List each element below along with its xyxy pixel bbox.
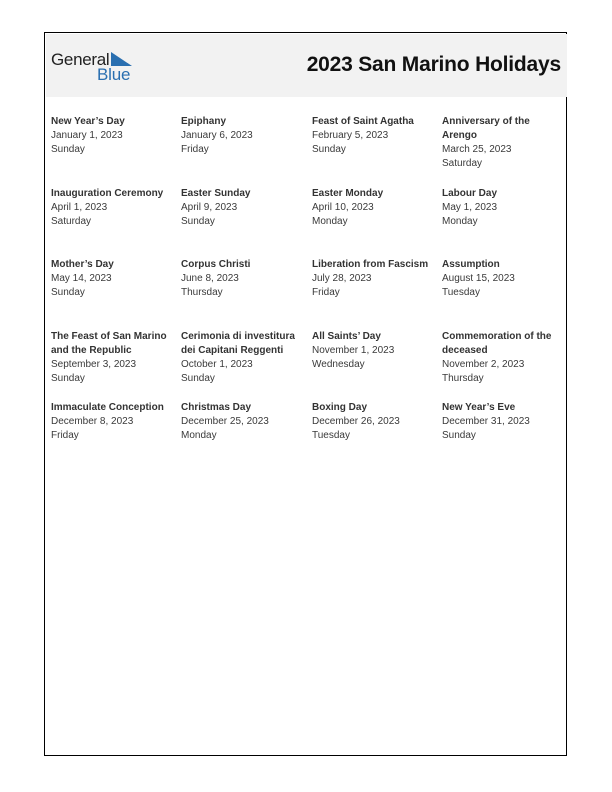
holiday-item (51, 187, 176, 229)
holiday-weekday: Friday (312, 287, 340, 298)
holiday-item (181, 187, 306, 229)
holiday-date: July 28, 2023 (312, 273, 372, 284)
holiday-item (442, 187, 562, 229)
holiday-date: April 1, 2023 (51, 201, 108, 213)
holiday-name: Epiphany (181, 116, 227, 127)
holiday-name: Labour Day (442, 187, 498, 199)
holiday-name: Christmas Day (181, 402, 252, 413)
holiday-date: June 8, 2023 (181, 273, 239, 284)
holiday-item (181, 401, 306, 443)
holiday-date: January 1, 2023 (51, 130, 123, 141)
holiday-date: December 25, 2023 (181, 416, 269, 427)
holiday-date: December 26, 2023 (312, 416, 400, 427)
holiday-name: Liberation from Fascism (312, 259, 429, 270)
holiday-grid (51, 115, 567, 473)
holiday-name: Feast of Saint Agatha (312, 116, 414, 127)
holiday-weekday: Sunday (51, 372, 85, 384)
holiday-weekday: Thursday (181, 287, 223, 298)
holiday-weekday: Sunday (312, 144, 346, 155)
holiday-row (51, 330, 567, 402)
holiday-item (51, 330, 176, 386)
logo-flag-icon (111, 52, 132, 66)
holiday-name: Anniversary of the Arengo (442, 116, 530, 141)
logo (51, 50, 141, 84)
holiday-date: November 2, 2023 (442, 358, 525, 370)
holiday-weekday: Sunday (181, 215, 215, 227)
holiday-item (181, 330, 306, 386)
holiday-row (51, 115, 567, 187)
holiday-weekday: Tuesday (312, 430, 350, 441)
header (46, 34, 567, 97)
holiday-date: May 1, 2023 (442, 201, 498, 213)
holiday-weekday: Monday (442, 215, 478, 227)
holiday-weekday: Wednesday (312, 358, 365, 370)
page-frame (44, 32, 567, 756)
holiday-date: October 1, 2023 (181, 358, 253, 370)
holiday-weekday: Sunday (51, 287, 85, 298)
holiday-name: Easter Sunday (181, 187, 251, 199)
holiday-row (51, 187, 567, 259)
logo-blue-text: Blue (97, 65, 131, 84)
holiday-name: Easter Monday (312, 187, 384, 199)
holiday-item (312, 258, 437, 300)
holiday-item (312, 115, 437, 157)
holiday-name: New Year’s Eve (442, 402, 516, 413)
holiday-weekday: Saturday (442, 158, 483, 169)
holiday-row (51, 258, 567, 330)
holiday-date: April 10, 2023 (312, 201, 374, 213)
holiday-date: December 8, 2023 (51, 416, 134, 427)
holiday-item (51, 115, 176, 157)
holiday-weekday: Monday (312, 215, 348, 227)
holiday-item (51, 401, 176, 443)
holiday-item (181, 115, 306, 157)
holiday-name: Commemoration of the deceased (442, 330, 552, 356)
page-title: 2023 San Marino Holidays (306, 53, 561, 76)
logo-general-text: General (51, 50, 110, 69)
holiday-date: November 1, 2023 (312, 344, 395, 356)
holiday-date: September 3, 2023 (51, 358, 137, 370)
holiday-item (442, 258, 562, 300)
holiday-name: Assumption (442, 259, 500, 270)
holiday-item (181, 258, 306, 300)
holiday-name: Cerimonia di investitura dei Capitani Reggenti (181, 330, 295, 356)
holiday-weekday: Friday (181, 144, 209, 155)
holiday-date: March 25, 2023 (442, 144, 512, 155)
holiday-name: All Saints’ Day (312, 330, 381, 342)
holiday-item (312, 330, 437, 372)
holiday-name: Corpus Christi (181, 259, 251, 270)
holiday-date: December 31, 2023 (442, 416, 530, 427)
holiday-date: April 9, 2023 (181, 201, 238, 213)
holiday-weekday: Sunday (181, 372, 215, 384)
holiday-weekday: Monday (181, 430, 217, 441)
holiday-weekday: Friday (51, 430, 79, 441)
holiday-item (442, 115, 562, 171)
holiday-name: Boxing Day (312, 402, 368, 413)
holiday-item (312, 187, 437, 229)
holiday-weekday: Saturday (51, 215, 92, 227)
holiday-weekday: Sunday (442, 430, 476, 441)
holiday-name: Inauguration Ceremony (51, 187, 164, 199)
holiday-weekday: Tuesday (442, 287, 480, 298)
holiday-date: January 6, 2023 (181, 130, 253, 141)
holiday-date: August 15, 2023 (442, 273, 515, 284)
holiday-name: The Feast of San Marino and the Republic (51, 330, 167, 356)
holiday-date: May 14, 2023 (51, 273, 112, 284)
holiday-weekday: Sunday (51, 144, 85, 155)
holiday-item (51, 258, 176, 300)
holiday-name: Immaculate Conception (51, 402, 164, 413)
holiday-name: Mother’s Day (51, 259, 114, 270)
holiday-name: New Year’s Day (51, 116, 125, 127)
holiday-date: February 5, 2023 (312, 130, 389, 141)
holiday-item (312, 401, 437, 443)
holiday-item (442, 330, 562, 386)
holiday-item (442, 401, 562, 443)
holiday-weekday: Thursday (442, 372, 484, 384)
holiday-row (51, 401, 567, 473)
